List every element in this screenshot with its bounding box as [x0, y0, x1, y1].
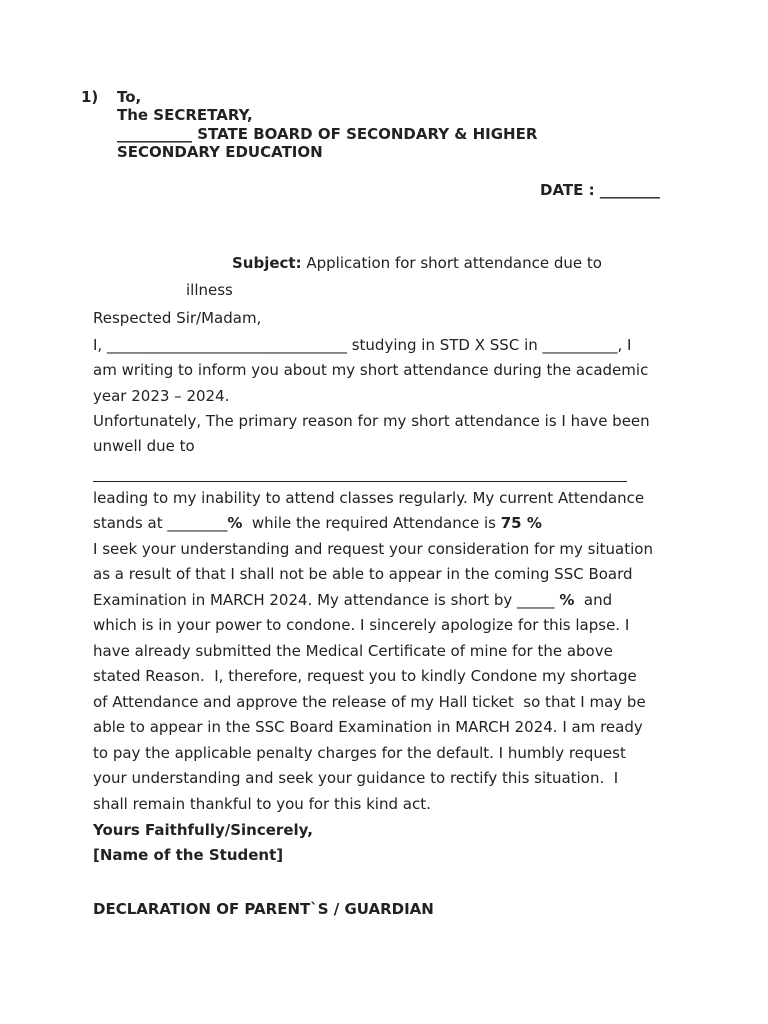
- board-name-line: __________ STATE BOARD OF SECONDARY & HIGHER: [117, 125, 538, 143]
- attendance-line: [93, 514, 542, 532]
- body-line: leading to my inability to attend classes regularly. My current Attendance: [93, 489, 645, 507]
- item-number: 1): [81, 88, 99, 106]
- date-field: DATE : ________: [540, 181, 660, 199]
- student-name-placeholder: [Name of the Student]: [93, 846, 284, 864]
- subject-line: [232, 254, 602, 272]
- body-line: as a result of that I shall not be able to appear in the coming SSC Board: [93, 565, 633, 583]
- body-line: Unfortunately, The primary reason for my short attendance is I have been: [93, 412, 650, 430]
- body-line: I seek your understanding and request your consideration for my situation: [93, 540, 653, 558]
- attendance-required-value: 75 %: [500, 514, 542, 532]
- subject-label: Subject:: [232, 254, 302, 272]
- salutation: Respected Sir/Madam,: [93, 309, 262, 327]
- body-line: your understanding and seek your guidance to rectify this situation. I: [93, 769, 619, 787]
- reason-blank-line: [93, 481, 627, 482]
- shortage-text: Examination in MARCH 2024. My attendance is short by _____: [93, 591, 560, 609]
- percent-sign: %: [559, 591, 575, 609]
- body-line: unwell due to: [93, 437, 195, 455]
- board-name-line-2: SECONDARY EDUCATION: [117, 143, 323, 161]
- attendance-current: stands at ________: [93, 514, 228, 532]
- body-line: shall remain thankful to you for this kind act.: [93, 795, 431, 813]
- shortage-line: [93, 591, 612, 609]
- subject-text-continued: illness: [186, 281, 233, 299]
- body-line: which is in your power to condone. I sincerely apologize for this lapse. I: [93, 616, 630, 634]
- body-line: have already submitted the Medical Certificate of mine for the above: [93, 642, 613, 660]
- body-line: able to appear in the SSC Board Examination in MARCH 2024. I am ready: [93, 718, 643, 736]
- shortage-text-end: and: [574, 591, 613, 609]
- body-line: am writing to inform you about my short attendance during the academic: [93, 361, 649, 379]
- body-line: stated Reason. I, therefore, request you to kindly Condone my shortage: [93, 667, 637, 685]
- body-line: of Attendance and approve the release of my Hall ticket so that I may be: [93, 693, 646, 711]
- attendance-required-label: while the required Attendance is: [242, 514, 501, 532]
- percent-sign: %: [227, 514, 243, 532]
- closing: Yours Faithfully/Sincerely,: [93, 821, 313, 839]
- recipient-title: The SECRETARY,: [117, 106, 253, 124]
- body-line: to pay the applicable penalty charges for the default. I humbly request: [93, 744, 626, 762]
- declaration-heading: DECLARATION OF PARENT`S / GUARDIAN: [93, 900, 434, 918]
- address-to: To,: [117, 88, 142, 106]
- body-line: I, ________________________________ studying in STD X SSC in __________, I: [93, 336, 632, 354]
- body-line: year 2023 – 2024.: [93, 387, 230, 405]
- subject-text: Application for short attendance due to: [301, 254, 602, 272]
